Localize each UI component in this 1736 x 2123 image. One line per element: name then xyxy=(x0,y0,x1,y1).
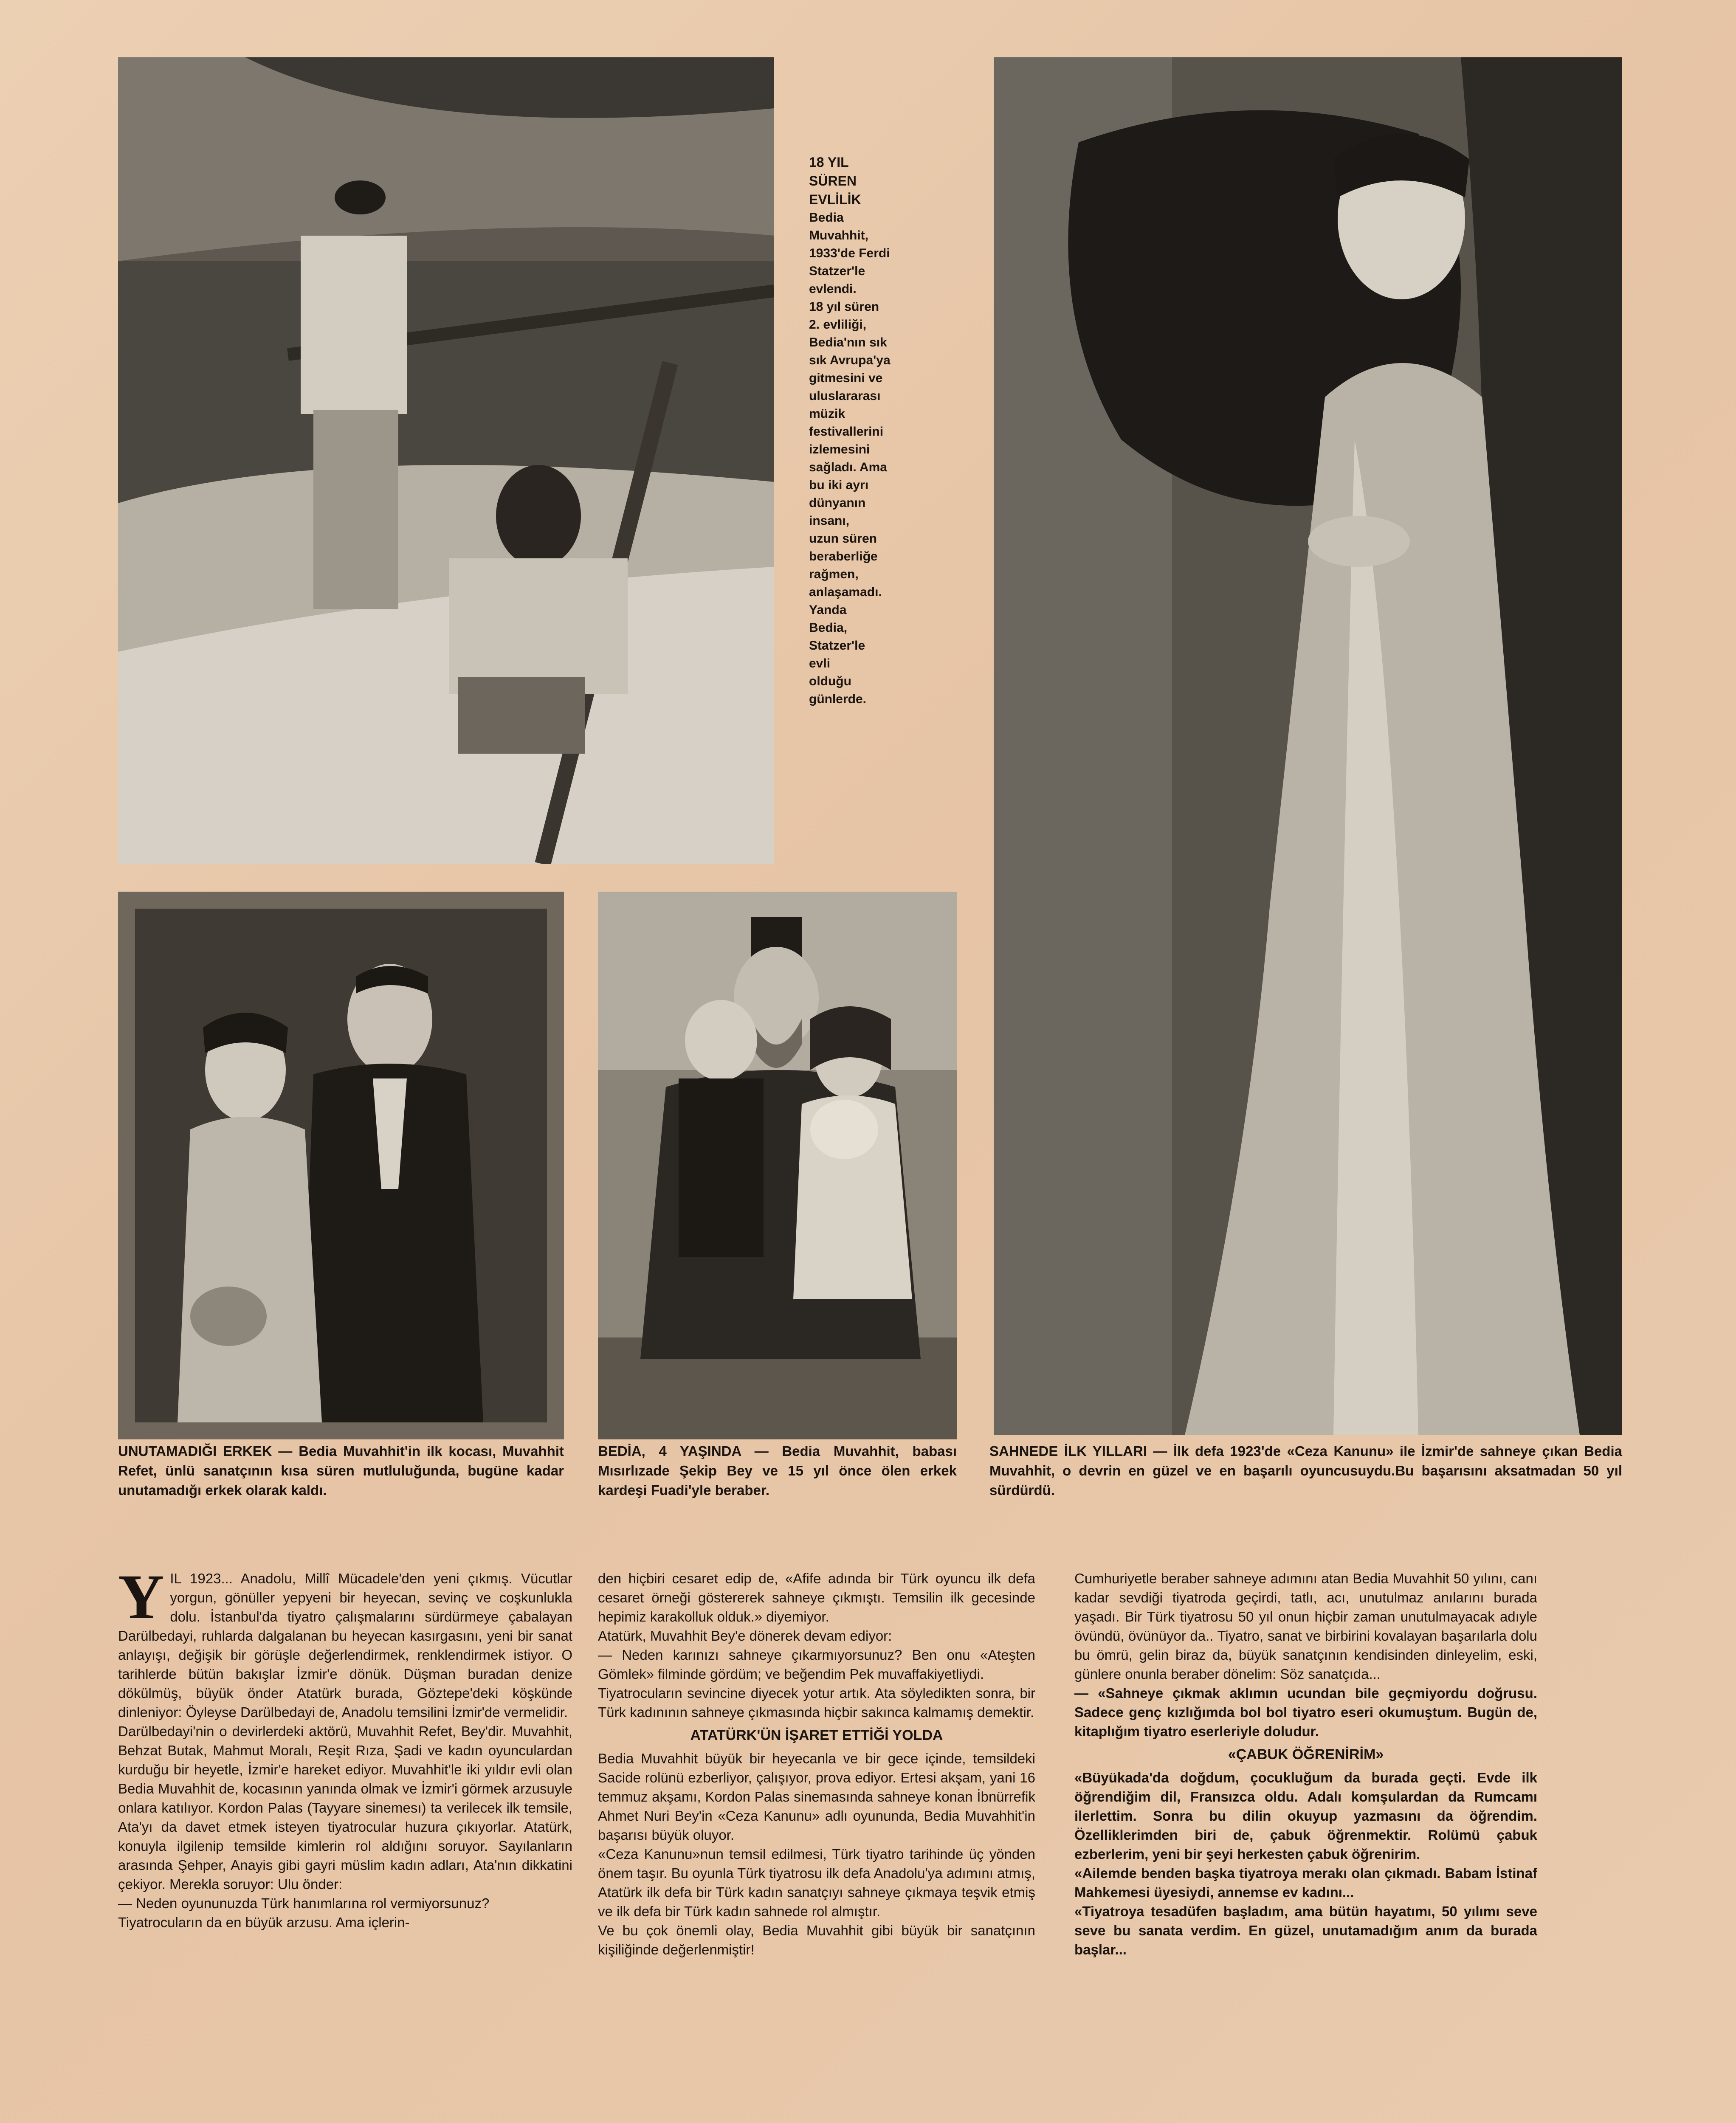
side-caption-line: festivallerini xyxy=(809,425,884,439)
couple-caption xyxy=(118,1442,564,1500)
side-caption-line: 1933'de Ferdi xyxy=(809,246,890,260)
side-caption-line: rağmen, xyxy=(809,567,859,581)
side-caption-line: günlerde. xyxy=(809,692,867,706)
side-caption-heading-3: EVLİLİK xyxy=(809,192,861,207)
article-column-3 xyxy=(1074,1569,1537,1959)
family-caption xyxy=(598,1442,957,1500)
side-caption-line: Yanda xyxy=(809,603,847,617)
side-caption-heading-1: 18 YIL xyxy=(809,155,849,170)
side-caption-line: müzik xyxy=(809,407,845,421)
caption-text: Bedia Muvahhit'in ilk kocası, Muvahhit Refet, ünlü sanatçının kısa süren mutluluğunda, bugüne kadar unutamadığı erkek olarak kaldı. xyxy=(118,1443,564,1498)
article-column-2 xyxy=(598,1569,1035,1959)
family-photo xyxy=(598,892,957,1439)
side-caption-line: Bedia xyxy=(809,211,844,225)
side-caption-line: anlaşamadı. xyxy=(809,585,882,599)
side-caption-heading-2: SÜREN xyxy=(809,173,857,189)
paragraph: Tiyatrocuların da en büyük arzusu. Ama içlerin- xyxy=(118,1915,410,1930)
caption-lead: BEDİA, 4 YAŞINDA — xyxy=(598,1443,769,1459)
side-caption-line: evlendi. xyxy=(809,282,857,296)
paragraph-quote: «Büyükada'da doğdum, çocukluğum da burada geçti. Evde ilk öğrendiğim dil, Fransızca oldu. Adalı komşulardan da Rumcamı ilerlettim. Sonra bu dilin okuyup yazmasını da öğrendim. Özelliklerimden biri de, çabuk öğrenmektir. Rolümü çabuk ezberlerim, yeni bir şeyi herkesten çabuk öğrenirim. xyxy=(1074,1770,1537,1862)
paragraph: Ve bu çok önemli olay, Bedia Muvahhit gibi büyük bir sanatçının kişiliğinde değerlenmiştir! xyxy=(598,1923,1035,1957)
paragraph: Cumhuriyetle beraber sahneye adımını atan Bedia Muvahhit 50 yılını, canı kadar sevdiği tiyatroda geçirdi, tatlı, acı, unutulmaz anılarını burada yaşadı. Bir Türk tiyatrosu 50 yıl onun hiçbir zaman unutulmayacak adıyle övündü, övünüyor da.. Tiyatro, sanat ve birbirini kovalayan başarılarla dolu bu ömrü, gelin biraz da, büyük sanatçının kendisinden dinleyelim, eski, günlere onunla beraber dönelim: Söz sanatçıda... xyxy=(1074,1571,1537,1682)
side-caption-line: insanı, xyxy=(809,514,850,528)
side-caption-line: Bedia, xyxy=(809,621,848,635)
side-caption-line: beraberliğe xyxy=(809,549,878,563)
stage-portrait-photo xyxy=(994,57,1622,1435)
side-caption-line: izlemesini xyxy=(809,442,870,456)
paragraph: Tiyatrocuların sevincine diyecek yotur artık. Ata söyledikten sonra, bir Türk kadınının sahneye çıkmasında hiçbir sakınca kalmamış demektir. xyxy=(598,1685,1035,1720)
paragraph: «Ceza Kanunu»nun temsil edilmesi, Türk tiyatro tarihinde üç yönden önem taşır. Bu oyunla Türk tiyatrosu ilk defa Anadolu'ya adımını atmış, Atatürk ilk defa bir Türk kadın sanatçıyı sahneye çıkmaya teşvik etmiş ve ilk defa bir Türk kadın sahnede rol almıştır. xyxy=(598,1846,1035,1919)
side-caption-line: Bedia'nın sık xyxy=(809,335,887,349)
caption-lead: UNUTAMADIĞI ERKEK — xyxy=(118,1443,293,1459)
stage-caption xyxy=(989,1442,1622,1500)
side-caption-line: 2. evliliği, xyxy=(809,318,867,332)
side-caption-line: Muvahhit, xyxy=(809,228,868,242)
paragraph-quote: «Tiyatroya tesadüfen başladım, ama bütün hayatımı, 50 yılımı seve seve bu sanata verdim. En güzel, unutamadığım anım da burada başlar... xyxy=(1074,1903,1537,1957)
side-caption-line: Statzer'le xyxy=(809,264,865,278)
side-caption-line: sık Avrupa'ya xyxy=(809,353,891,367)
caption-lead: SAHNEDE İLK YILLARI — xyxy=(989,1443,1167,1459)
paragraph: IL 1923... Anadolu, Millî Mücadele'den yeni çıkmış. Vücutlar yorgun, gönüller yepyeni bir heyecan, sevinç ve coşkunlukla dolu. İstanbul'da tiyatro çalışmalarını sürdürmeye çabalayan Darülbedayi, ruhlarda dalgalanan bu heyecan kasırgasını, yeni bir sanat anlayışı, değişik bir görüşle değerlendirmek, renklendirmek istiyor. O tarihlerde bütün bakışlar İzmir'e dönük. Düşman buradan denize dökülmüş, büyük önder Atatürk burada, Göztepe'deki köşkünde dinleniyor: Öyleyse Darülbedayi de, Anadolu temsilini İzmir'de vermelidir. xyxy=(118,1571,572,1720)
boat-side-caption xyxy=(809,153,949,708)
section-heading: «ÇABUK ÖĞRENİRİM» xyxy=(1228,1746,1384,1763)
side-caption-line: olduğu xyxy=(809,674,851,688)
side-caption-line: Statzer'le xyxy=(809,639,865,653)
side-caption-line: evli xyxy=(809,656,831,670)
paragraph: Darülbedayi'nin o devirlerdeki aktörü, Muvahhit Refet, Bey'dir. Muvahhit, Behzat Butak, Mahmut Moralı, Reşit Rıza, Şadi ve kadın oyunculardan kurduğu bir heyetle, İzmir'e hareket ediyor. Muvahhit'le iki yıldır evli olan Bedia Muvahhit de, kocasının yanında olmak ve İzmir'i görmek arzusuyle onlara katılıyor. Kordon Palas (Tayyare sinemesı) ta verilecek ilk temsile, Ata'yı da davet etmek isteyen tiyatrocular huzura çıkıyorlar. Atatürk, konuyla ilgilenip temsilde kimlerin rol aldığını soruyor. Sayılanların arasında Şehper, Anayis gibi gayri müslim kadın adları, Ata'nın dikkatini çekiyor. Merekla soruyor: Ulu önder: xyxy=(118,1723,572,1892)
side-caption-line: dünyanın xyxy=(809,496,866,510)
paragraph: Bedia Muvahhit büyük bir heyecanla ve bir gece içinde, temsildeki Sacide rolünü ezberliyor, çalışıyor, prova ediyor. Ertesi akşam, yani 16 temmuz akşamı, Kordon Palas sinemasında sahneye konan İbnürrefik Ahmet Nuri Bey'in «Ceza Kanunu» adlı oyununda, Bedia Muvahhit'in başarısı büyük oluyor. xyxy=(598,1751,1035,1843)
paragraph-quote: — «Sahneye çıkmak aklımın ucundan bile geçmiyordu doğrusu. Sadece genç kızlığımda bol bol tiyatro eseri okumuştum. Bugün de, kitaplığım tiyatro eserleriyle doludur. xyxy=(1074,1685,1537,1739)
side-caption-line: uluslararası xyxy=(809,389,881,403)
article-column-1 xyxy=(118,1562,572,1932)
side-caption-line: bu iki ayrı xyxy=(809,478,869,492)
caption-text: İlk defa 1923'de «Ceza Kanunu» ile İzmir'de sahneye çıkan Bedia Muvahhit, o devrin en güzel ve en başarılı oyuncusuydu.Bu başarısını aksatmadan 50 yıl sürdürdü. xyxy=(989,1443,1622,1498)
caption-text: Bedia Muvahhit, babası Mısırlızade Şekip Bey ve 15 yıl önce ölen erkek kardeşi Fuadi'yle beraber. xyxy=(598,1443,957,1498)
side-caption-line: sağladı. Ama xyxy=(809,460,887,474)
paragraph-quote: «Ailemde benden başka tiyatroya merakı olan çıkmadı. Babam İstinaf Mahkemesi üyesiydi, annemse ev kadını... xyxy=(1074,1865,1537,1900)
paragraph: den hiçbiri cesaret edip de, «Afife adında bir Türk oyuncu ilk defa cesaret örneği göstererek sahneye çıkmıştı. Temsilin ilk gecesinde hepimiz karakolluk olduk.» diyemiyor. xyxy=(598,1571,1035,1625)
boat-photo xyxy=(118,57,774,864)
side-caption-line: 18 yıl süren xyxy=(809,300,879,314)
paragraph: Atatürk, Muvahhit Bey'e dönerek devam ediyor: xyxy=(598,1628,892,1644)
drop-cap: Y xyxy=(118,1562,164,1632)
section-heading: ATATÜRK'ÜN İŞARET ETTİĞİ YOLDA xyxy=(690,1727,943,1743)
side-caption-line: gitmesini ve xyxy=(809,371,883,385)
couple-photo xyxy=(118,892,564,1439)
paragraph: — Neden karınızı sahneye çıkarmıyorsunuz? Ben onu «Ateşten Gömlek» filminde gördüm; ve beğendim Pek muvaffakiyetliydi. xyxy=(598,1647,1035,1682)
side-caption-line: uzun süren xyxy=(809,532,877,546)
paragraph: — Neden oyununuzda Türk hanımlarına rol vermiyorsunuz? xyxy=(118,1895,490,1911)
